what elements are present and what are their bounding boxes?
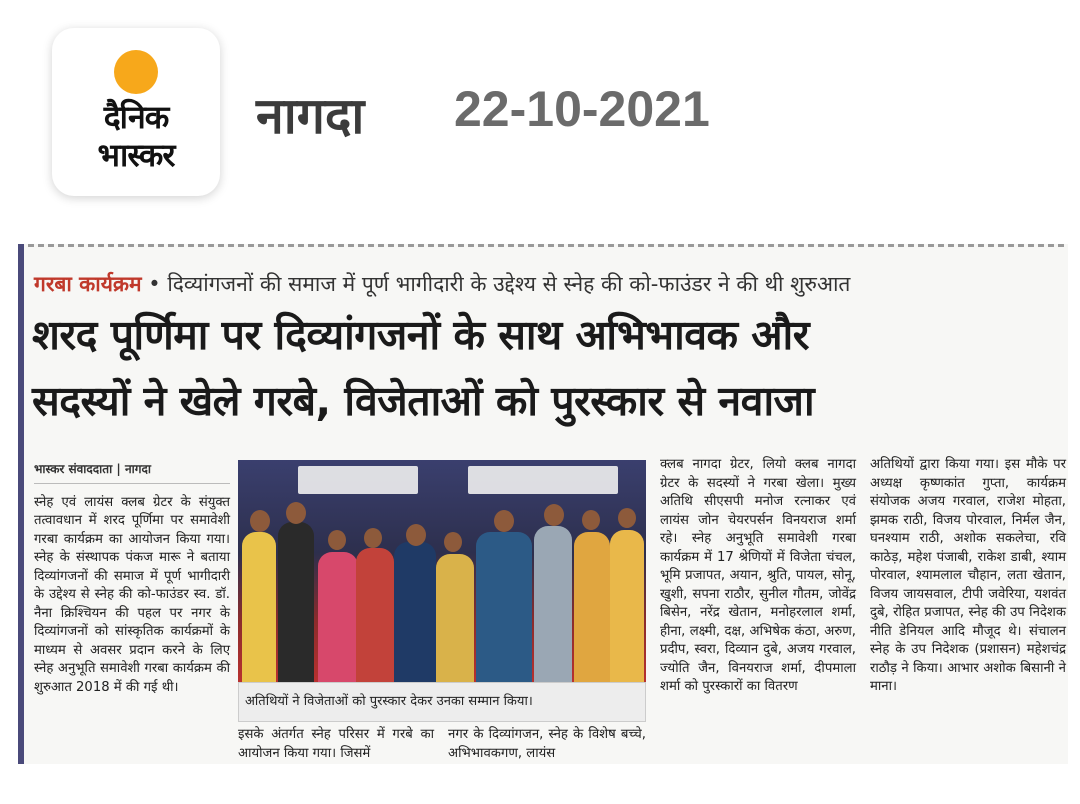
person-head <box>328 530 346 550</box>
edition-city: नागदा <box>256 87 365 145</box>
sun-icon <box>114 50 158 94</box>
photo-caption: अतिथियों ने विजेताओं को पुरस्कार देकर उनका सम्मान किया। <box>238 682 646 722</box>
article-column-3 <box>660 456 856 697</box>
person-figure <box>610 530 644 682</box>
person-figure <box>278 522 314 682</box>
article-column-1 <box>34 460 230 697</box>
byline: भास्कर संवाददाता | नागदा <box>34 460 230 484</box>
clipping-edge <box>18 244 24 764</box>
edition-date: 22-10-2021 <box>454 81 710 137</box>
event-photo <box>238 460 646 682</box>
column-2b-text: नगर के दिव्यांगजन, स्नेह के विशेष बच्चे, अभिभावकगण, लायंस <box>448 727 646 761</box>
column-4-text: अतिथियों द्वारा किया गया। इस मौके पर अध्यक्ष कृष्णकांत गुप्ता, कार्यक्रम संयोजक अजय गरवाल, राजेश मोहता, झमक राठी, विजय पोरवाल, निर्मल जैन, घनश्याम राठी, अशोक सकलेचा, रवि काठेड़, महेश पंजाबी, राकेश डाबी, श्याम पोरवाल, श्यामलाल चौहान, लता खेतान, विजय जायसवाल, टीपी जवेरिया, यशवंत दुबे, रोहित प्रजापत, स्नेह की उप निदेशक नीति डेनियल आदि मौजूद थे। संचालन स्नेह के उप निदेशक (प्रशासन) महेशचंद्र राठौड़ ने किया। आभार अशोक बिसानी ने माना। <box>870 457 1066 694</box>
person-head <box>364 528 382 548</box>
logo-line-1: दैनिक <box>103 98 169 136</box>
person-head <box>618 508 636 528</box>
column-2-text: इसके अंतर्गत स्नेह परिसर में गरबे का आयोजन किया गया। जिसमें <box>238 727 434 761</box>
person-figure <box>356 548 394 682</box>
person-figure <box>534 526 572 682</box>
news-clipping <box>18 244 1068 764</box>
person-figure <box>318 552 358 682</box>
person-head <box>250 510 270 532</box>
column-3-text: क्लब नागदा ग्रेटर, लियो क्लब नागदा ग्रेटर के सदस्यों ने गरबा खेला। मुख्य अतिथि सीएसपी मनोज रत्नाकर एवं लायंस जोन चेयरपर्सन विनयराज शर्मा रहे। स्नेह अनुभूति समावेशी गरबा कार्यक्रम में 17 श्रेणियों में विजेता चंचल, भूमि प्रजापत, अयान, श्रुति, पायल, सोनू, खुशी, सपना राठौर, सुनील गौतम, जोवेंद्र बिसेन, नरेंद्र खेतान, मनोहरलाल शर्मा, हीना, लक्ष्मी, दक्ष, अभिषेक कंठा, अरुण, प्रदीप, स्वरा, दिव्यान दुबे, अजय गरवाल, ज्योति जैन, विनयराज शर्मा, दीपमाला शर्मा को पुरस्कारों का वितरण <box>660 457 856 694</box>
kicker <box>34 270 850 298</box>
person-figure <box>574 532 610 682</box>
article-column-4 <box>870 456 1066 697</box>
stage-banner <box>468 466 618 494</box>
clipping-top-rule <box>28 244 1068 247</box>
person-head <box>406 524 426 546</box>
headline-line-2: सदस्यों ने खेले गरबे, विजेताओं को पुरस्कार से नवाजा <box>32 377 815 425</box>
column-1-text: स्नेह एवं लायंस क्लब ग्रेटर के संयुक्त तत्वावधान में शरद पूर्णिमा पर समावेशी गरबा कार्यक्रम का आयोजन किया गया। स्नेह के संस्थापक पंकज मारू ने बताया दिव्यांगजनों की समाज में पूर्ण भागीदारी के उद्देश्य से स्नेह की को-फाउंडर स्व. डॉ. नैना क्रिश्चियन की पहल पर नगर के दिव्यांगजनों को सांस्कृतिक कार्यक्रमों के माध्यम से अवसर प्रदान करने के लिए स्नेह अनुभूति समावेशी गरबा कार्यक्रम की शुरुआत 2018 में की गई थी। <box>34 494 230 695</box>
article-photo-block <box>238 460 646 722</box>
logo-line-2: भास्कर <box>97 136 175 174</box>
person-figure <box>476 532 532 682</box>
kicker-label: गरबा कार्यक्रम <box>34 272 142 296</box>
person-head <box>286 502 306 524</box>
headline-line-1: शरद पूर्णिमा पर दिव्यांगजनों के साथ अभिभावक और <box>32 311 809 359</box>
app-logo <box>52 28 220 196</box>
person-head <box>582 510 600 530</box>
person-figure <box>394 542 436 682</box>
person-figure <box>242 532 276 682</box>
person-head <box>444 532 462 552</box>
person-figure <box>436 554 474 682</box>
person-head <box>544 504 564 526</box>
person-head <box>494 510 514 532</box>
stage-banner <box>298 466 418 494</box>
kicker-text: • दिव्यांगजनों की समाज में पूर्ण भागीदारी के उद्देश्य से स्नेह की को-फाउंडर ने की थी शुरुआत <box>141 272 851 296</box>
